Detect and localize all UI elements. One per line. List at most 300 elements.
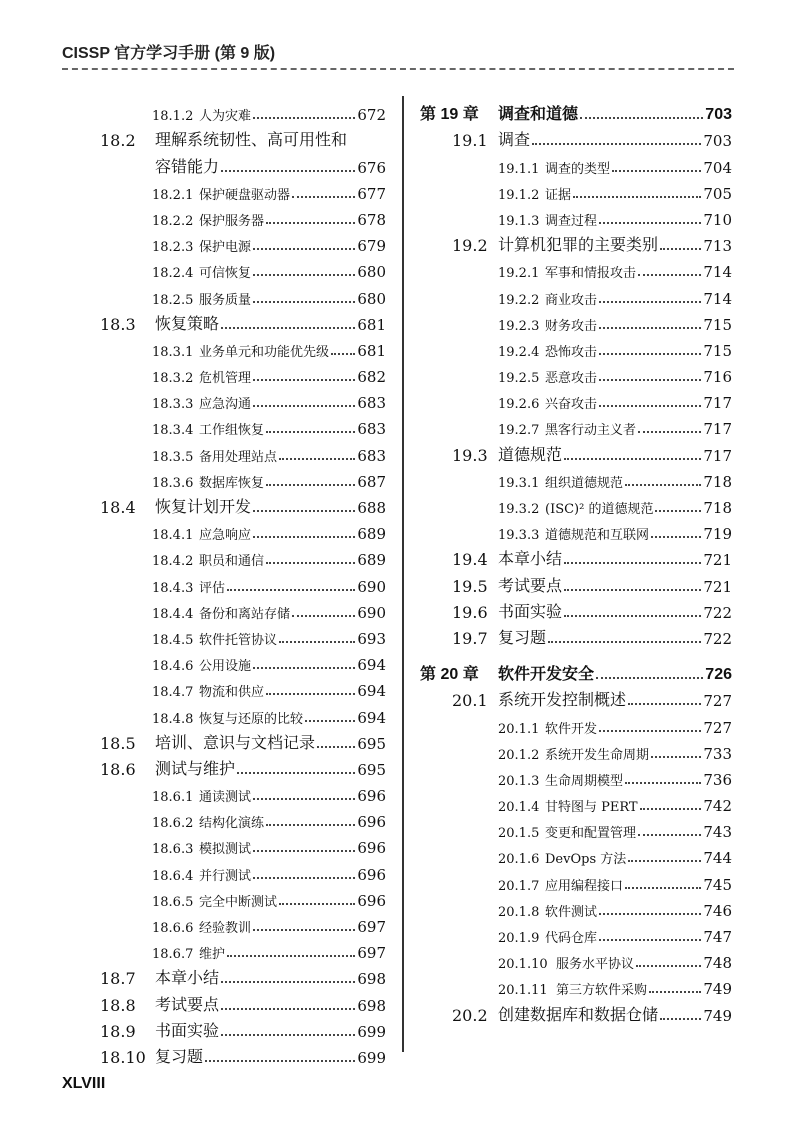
toc-entry-number: 20.1.11 xyxy=(498,983,548,999)
toc-entry-number: 19.1 xyxy=(452,131,488,151)
dot-leader xyxy=(599,327,701,329)
toc-entry-page: 722 xyxy=(703,603,732,622)
dot-leader xyxy=(279,458,355,460)
toc-entry-number: 第 19 章 xyxy=(420,106,479,124)
toc-entry-page: 703 xyxy=(705,106,732,124)
toc-entry-number: 20.1.8 xyxy=(498,904,540,920)
toc-entry-number: 20.1.3 xyxy=(498,773,540,789)
toc-entry-page: 696 xyxy=(357,891,386,910)
toc-entry-title: 通读测试 xyxy=(199,790,252,806)
toc-chapter-entry[interactable] xyxy=(420,658,732,684)
toc-right-column xyxy=(420,98,732,1025)
toc-subsection-entry[interactable] xyxy=(100,857,386,883)
toc-entry-page: 696 xyxy=(357,813,386,832)
toc-entry-page: 749 xyxy=(703,1006,732,1025)
toc-entry-number: 18.4.7 xyxy=(152,685,194,701)
dot-leader xyxy=(564,458,701,460)
toc-entry-number: 18.2.3 xyxy=(152,240,194,256)
toc-entry-page: 688 xyxy=(357,499,386,517)
toc-entry-title: 书面实验 xyxy=(498,601,563,621)
toc-entry-number: 第 20 章 xyxy=(420,666,479,684)
toc-entry-number: 18.1.2 xyxy=(152,109,194,125)
toc-entry-number: 18.6.3 xyxy=(152,842,194,858)
toc-entry-page: 699 xyxy=(357,1048,386,1067)
toc-subsection-entry[interactable] xyxy=(100,936,386,962)
toc-entry-title: 经验教训 xyxy=(199,921,252,936)
toc-subsection-entry[interactable] xyxy=(420,920,732,946)
toc-entry-title: 系统开发生命周期 xyxy=(545,747,650,763)
toc-chapter-entry[interactable] xyxy=(420,98,732,124)
dot-leader xyxy=(253,536,355,538)
toc-subsection-entry[interactable] xyxy=(100,98,386,124)
toc-subsection-entry[interactable] xyxy=(100,177,386,203)
dot-leader xyxy=(660,1018,701,1020)
toc-subsection-entry[interactable] xyxy=(100,831,386,857)
dot-leader xyxy=(292,615,355,617)
toc-entry-title: 数据库恢复 xyxy=(199,475,265,491)
toc-entry-page: 714 xyxy=(703,289,732,308)
toc-entry-page: 697 xyxy=(357,944,386,963)
toc-entry-title: 复习题 xyxy=(155,1046,204,1066)
dot-leader xyxy=(651,756,701,758)
toc-entry-title: 并行测试 xyxy=(199,868,252,884)
toc-entry-number: 18.4.3 xyxy=(152,580,194,596)
toc-subsection-entry[interactable] xyxy=(420,789,732,815)
toc-subsection-entry[interactable] xyxy=(100,543,386,569)
toc-entry-title: 应急响应 xyxy=(199,528,252,544)
toc-subsection-entry[interactable] xyxy=(100,229,386,255)
toc-entry-page: 694 xyxy=(357,708,386,727)
toc-entry-title: 应用编程接口 xyxy=(545,878,624,894)
toc-subsection-entry[interactable] xyxy=(420,763,732,789)
toc-entry-number: 19.2.4 xyxy=(498,344,540,360)
toc-entry-title: 维护 xyxy=(199,947,226,963)
toc-section-entry[interactable] xyxy=(100,753,386,779)
toc-entry-number: 18.4.6 xyxy=(152,659,194,675)
toc-entry-title: 软件测试 xyxy=(545,904,598,920)
toc-entry-page: 680 xyxy=(357,263,386,282)
toc-subsection-entry[interactable] xyxy=(420,815,732,841)
toc-subsection-entry[interactable] xyxy=(420,386,732,412)
toc-subsection-entry[interactable] xyxy=(420,281,732,307)
dot-leader xyxy=(596,677,703,679)
dot-leader xyxy=(253,850,355,852)
toc-entry-page: 721 xyxy=(703,577,732,596)
toc-subsection-entry[interactable] xyxy=(100,569,386,595)
toc-entry-title: 书面实验 xyxy=(155,1020,220,1040)
toc-entry-title: 第三方软件采购 xyxy=(556,983,648,999)
toc-entry-page: 722 xyxy=(703,629,732,648)
toc-entry-title: 组织道德规范 xyxy=(545,475,624,491)
toc-section-entry[interactable] xyxy=(100,124,386,150)
toc-entry-page: 679 xyxy=(357,237,386,256)
toc-section-entry[interactable] xyxy=(100,491,386,517)
toc-entry-title: 恢复与还原的比较 xyxy=(199,711,304,727)
dot-leader xyxy=(253,274,355,276)
toc-subsection-entry[interactable] xyxy=(100,255,386,281)
dot-leader xyxy=(227,589,355,591)
toc-entry-number: 19.3.1 xyxy=(498,475,540,491)
column-divider xyxy=(402,96,404,1052)
dot-leader xyxy=(628,703,701,705)
toc-entry-page: 681 xyxy=(357,341,386,360)
toc-entry-title: 代码仓库 xyxy=(545,931,598,946)
toc-subsection-entry[interactable] xyxy=(100,648,386,674)
toc-entry-title: 道德规范和互联网 xyxy=(545,528,650,544)
toc-subsection-entry[interactable] xyxy=(420,412,732,438)
toc-entry-title: 考试要点 xyxy=(155,994,220,1014)
toc-entry-number: 18.3 xyxy=(100,314,136,334)
dot-leader xyxy=(564,562,701,564)
toc-entry-title: 恐怖攻击 xyxy=(545,344,598,360)
toc-entry-title: 调查过程 xyxy=(545,213,598,229)
toc-section-entry[interactable] xyxy=(100,727,386,753)
toc-entry-page: 698 xyxy=(357,970,386,989)
toc-entry-title: 模拟测试 xyxy=(199,842,252,858)
toc-entry-title: 系统开发控制概述 xyxy=(498,690,627,710)
toc-entry-number: 18.3.4 xyxy=(152,423,194,439)
toc-entry-number: 18.3.1 xyxy=(152,344,194,360)
toc-entry-page: 696 xyxy=(357,865,386,884)
toc-entry-number: 19.7 xyxy=(452,628,488,648)
toc-entry-page: 719 xyxy=(703,525,732,544)
dot-leader xyxy=(599,379,701,381)
toc-subsection-entry[interactable] xyxy=(100,386,386,412)
toc-subsection-entry[interactable] xyxy=(420,946,732,972)
toc-entry-title: 评估 xyxy=(199,580,226,596)
toc-entry-page: 698 xyxy=(357,996,386,1015)
toc-entry-page: 721 xyxy=(703,551,732,570)
toc-subsection-entry[interactable] xyxy=(420,841,732,867)
toc-entry-number: 18.6.2 xyxy=(152,816,194,832)
toc-entry-number: 18.4.4 xyxy=(152,606,194,622)
toc-entry-page: 689 xyxy=(357,551,386,570)
dot-leader xyxy=(253,929,355,931)
toc-entry-number: 18.2.4 xyxy=(152,266,194,282)
dot-leader xyxy=(237,772,355,774)
toc-subsection-entry[interactable] xyxy=(100,674,386,700)
dot-leader xyxy=(221,327,355,329)
toc-section-entry[interactable] xyxy=(420,438,732,464)
toc-entry-page: 683 xyxy=(357,446,386,465)
toc-entry-page: 695 xyxy=(357,734,386,753)
toc-entry-title: 复习题 xyxy=(498,627,547,647)
toc-subsection-entry[interactable] xyxy=(420,710,732,736)
toc-entry-page: 717 xyxy=(703,420,732,439)
toc-entry-number: 20.1.5 xyxy=(498,826,540,842)
toc-entry-page: 736 xyxy=(703,770,732,789)
toc-subsection-entry[interactable] xyxy=(420,203,732,229)
toc-subsection-entry[interactable] xyxy=(100,805,386,831)
toc-entry-title: 道德规范 xyxy=(498,444,563,464)
dot-leader xyxy=(649,991,701,993)
dot-leader xyxy=(279,641,355,643)
toc-entry-page: 733 xyxy=(703,744,732,763)
toc-entry-number: 20.1.6 xyxy=(498,852,540,868)
toc-entry-number: 18.6 xyxy=(100,759,136,779)
toc-subsection-entry[interactable] xyxy=(420,737,732,763)
toc-entry-title: 工作组恢复 xyxy=(199,423,265,439)
toc-entry-number: 18.7 xyxy=(100,969,136,989)
dot-leader xyxy=(625,484,701,486)
toc-section-entry[interactable] xyxy=(420,229,732,255)
toc-entry-title: 软件开发 xyxy=(545,721,598,737)
toc-entry-page: 695 xyxy=(357,760,386,779)
dot-leader xyxy=(651,536,701,538)
dot-leader xyxy=(548,641,701,643)
toc-section-entry[interactable] xyxy=(100,308,386,334)
toc-subsection-entry[interactable] xyxy=(420,334,732,360)
dot-leader xyxy=(317,746,355,748)
dot-leader xyxy=(625,782,701,784)
dot-leader xyxy=(636,965,701,967)
toc-subsection-entry[interactable] xyxy=(420,150,732,176)
toc-entry-page: 747 xyxy=(703,928,732,946)
dot-leader xyxy=(655,510,701,512)
toc-entry-title: 调查的类型 xyxy=(545,161,611,177)
dot-leader xyxy=(253,510,355,512)
toc-entry-number: 18.5 xyxy=(100,733,136,753)
toc-entry-page: 683 xyxy=(357,420,386,439)
dot-leader xyxy=(573,196,701,198)
toc-entry-page: 727 xyxy=(703,718,732,737)
toc-entry-title: 职员和通信 xyxy=(199,554,265,570)
toc-entry-page: 713 xyxy=(703,237,732,256)
dot-leader xyxy=(253,117,355,119)
toc-subsection-entry[interactable] xyxy=(420,308,732,334)
toc-subsection-entry[interactable] xyxy=(100,700,386,726)
toc-section-entry[interactable] xyxy=(420,569,732,595)
toc-entry-number: 18.4.8 xyxy=(152,711,194,727)
toc-entry-page: 676 xyxy=(357,158,386,177)
toc-entry-page: 743 xyxy=(703,823,732,842)
toc-entry-title: 调查 xyxy=(498,130,531,150)
toc-entry-title: 软件开发安全 xyxy=(498,666,595,684)
header-rule xyxy=(62,68,734,70)
dot-leader xyxy=(660,248,701,250)
toc-entry-number: 18.2.2 xyxy=(152,213,194,229)
chapter-gap xyxy=(420,648,732,658)
dot-leader xyxy=(221,1008,355,1010)
toc-entry-page: 710 xyxy=(703,210,732,229)
toc-section-entry[interactable] xyxy=(420,684,732,710)
toc-entry-page: 714 xyxy=(703,263,732,282)
dot-leader xyxy=(599,353,701,355)
toc-entry-number: 20.1.2 xyxy=(498,747,540,763)
toc-entry-page: 705 xyxy=(703,184,732,203)
toc-subsection-entry[interactable] xyxy=(100,412,386,438)
dot-leader xyxy=(253,379,355,381)
toc-entry-page: 716 xyxy=(703,368,732,387)
dot-leader xyxy=(628,860,701,862)
toc-entry-title: 保护服务器 xyxy=(199,213,265,229)
toc-entry-number: 18.4.5 xyxy=(152,632,194,648)
toc-entry-number: 18.4.1 xyxy=(152,528,194,544)
toc-entry-page: 699 xyxy=(357,1022,386,1041)
toc-subsection-entry[interactable] xyxy=(420,972,732,998)
toc-subsection-entry[interactable] xyxy=(100,596,386,622)
toc-section-entry[interactable] xyxy=(100,962,386,988)
toc-entry-page: 718 xyxy=(703,499,732,517)
toc-entry-title: 变更和配置管理 xyxy=(545,826,637,842)
toc-entry-title: 结构化演练 xyxy=(199,816,265,832)
toc-entry-number: 20.2 xyxy=(452,1005,488,1025)
page-number: XLVIII xyxy=(62,1075,106,1092)
toc-entry-number: 19.5 xyxy=(452,576,488,596)
toc-entry-number: 19.2.1 xyxy=(498,266,540,282)
toc-section-entry[interactable] xyxy=(420,124,732,150)
toc-section-entry[interactable] xyxy=(420,543,732,569)
toc-entry-page: 717 xyxy=(703,446,732,465)
dot-leader xyxy=(599,405,701,407)
toc-entry-title: 本章小结 xyxy=(498,549,563,569)
toc-section-entry[interactable] xyxy=(420,998,732,1024)
toc-section-entry[interactable] xyxy=(100,988,386,1014)
toc-subsection-entry[interactable] xyxy=(420,177,732,203)
toc-subsection-entry[interactable] xyxy=(420,491,732,517)
dot-leader xyxy=(253,405,355,407)
toc-entry-title: 商业攻击 xyxy=(545,292,598,308)
toc-entry-title: 恢复计划开发 xyxy=(155,497,252,516)
toc-entry-number: 19.1.2 xyxy=(498,187,540,203)
toc-entry-title: 黑客行动主义者 xyxy=(545,423,637,439)
toc-subsection-entry[interactable] xyxy=(420,360,732,386)
toc-entry-title: 测试与维护 xyxy=(155,758,236,778)
toc-entry-page: 745 xyxy=(703,875,732,894)
toc-entry-page: 690 xyxy=(357,603,386,622)
toc-entry-title: 调查和道德 xyxy=(498,106,579,124)
dot-leader xyxy=(580,117,703,119)
dot-leader xyxy=(612,170,701,172)
toc-section-entry[interactable] xyxy=(100,150,386,176)
toc-entry-page: 748 xyxy=(703,954,732,973)
toc-section-entry[interactable] xyxy=(420,622,732,648)
dot-leader xyxy=(305,720,355,722)
toc-entry-title: 计算机犯罪的主要类别 xyxy=(498,235,659,255)
dot-leader xyxy=(266,562,355,564)
dot-leader xyxy=(253,301,355,303)
toc-section-entry[interactable] xyxy=(420,596,732,622)
dot-leader xyxy=(564,615,701,617)
toc-entry-number: 20.1.9 xyxy=(498,931,540,946)
toc-entry-number: 20.1 xyxy=(452,691,488,711)
toc-entry-title: DevOps 方法 xyxy=(545,852,627,868)
toc-entry-page: 744 xyxy=(703,849,732,868)
toc-entry-number: 18.6.7 xyxy=(152,947,194,963)
toc-subsection-entry[interactable] xyxy=(100,334,386,360)
toc-subsection-entry[interactable] xyxy=(100,438,386,464)
dot-leader xyxy=(599,301,701,303)
toc-entry-title: 军事和情报攻击 xyxy=(545,266,637,282)
toc-subsection-entry[interactable] xyxy=(420,465,732,491)
toc-subsection-entry[interactable] xyxy=(100,281,386,307)
dot-leader xyxy=(253,877,355,879)
toc-entry-number: 18.3.3 xyxy=(152,397,194,413)
toc-entry-number: 19.2.6 xyxy=(498,397,540,413)
toc-entry-page: 715 xyxy=(703,341,732,360)
toc-entry-page: 680 xyxy=(357,289,386,308)
dot-leader xyxy=(640,808,702,810)
toc-entry-title: 备用处理站点 xyxy=(199,449,278,465)
toc-entry-number: 18.3.6 xyxy=(152,475,194,491)
toc-section-entry[interactable] xyxy=(100,1041,386,1067)
toc-entry-number: 18.4 xyxy=(100,498,136,517)
toc-entry-page: 690 xyxy=(357,577,386,596)
toc-subsection-entry[interactable] xyxy=(100,910,386,936)
dot-leader xyxy=(638,834,701,836)
toc-entry-title: 可信恢复 xyxy=(199,266,252,282)
dot-leader xyxy=(253,667,355,669)
toc-entry-title: 证据 xyxy=(545,187,572,203)
toc-left-column xyxy=(100,98,386,1067)
toc-subsection-entry[interactable] xyxy=(100,622,386,648)
toc-entry-number: 18.4.2 xyxy=(152,554,194,570)
toc-entry-title: 应急沟通 xyxy=(199,397,252,413)
toc-entry-page: 696 xyxy=(357,839,386,858)
toc-entry-title: 物流和供应 xyxy=(199,685,265,701)
toc-entry-number: 19.1.1 xyxy=(498,161,540,177)
toc-section-entry[interactable] xyxy=(100,1015,386,1041)
toc-entry-page: 693 xyxy=(357,629,386,648)
toc-entry-number: 19.3.2 xyxy=(498,502,540,517)
toc-subsection-entry[interactable] xyxy=(420,867,732,893)
toc-entry-number: 18.3.2 xyxy=(152,371,194,387)
toc-entry-number: 19.2.5 xyxy=(498,371,540,387)
dot-leader xyxy=(625,887,701,889)
toc-subsection-entry[interactable] xyxy=(100,203,386,229)
toc-entry-number: 19.2.7 xyxy=(498,423,540,439)
toc-entry-page: 696 xyxy=(357,787,386,806)
toc-entry-page: 746 xyxy=(703,901,732,920)
toc-subsection-entry[interactable] xyxy=(100,360,386,386)
dot-leader xyxy=(266,484,355,486)
dot-leader xyxy=(266,431,355,433)
dot-leader xyxy=(599,222,701,224)
dot-leader xyxy=(599,730,701,732)
toc-entry-number: 18.8 xyxy=(100,995,136,1015)
toc-entry-number: 20.1.1 xyxy=(498,721,540,737)
toc-subsection-entry[interactable] xyxy=(100,465,386,491)
toc-subsection-entry[interactable] xyxy=(100,884,386,910)
toc-subsection-entry[interactable] xyxy=(420,255,732,281)
dot-leader xyxy=(638,274,701,276)
toc-entry-number: 18.2.5 xyxy=(152,292,194,308)
dot-leader xyxy=(599,913,701,915)
toc-subsection-entry[interactable] xyxy=(100,517,386,543)
toc-entry-title: 人为灾难 xyxy=(199,109,252,125)
toc-entry-page: 726 xyxy=(705,666,732,684)
toc-entry-title: 考试要点 xyxy=(498,575,563,595)
toc-entry-page: 689 xyxy=(357,525,386,544)
toc-entry-title: 业务单元和功能优先级 xyxy=(199,344,330,360)
dot-leader xyxy=(331,353,355,355)
dot-leader xyxy=(292,196,355,198)
toc-entry-title: 容错能力 xyxy=(155,156,220,176)
toc-entry-page: 683 xyxy=(357,394,386,413)
toc-subsection-entry[interactable] xyxy=(420,517,732,543)
toc-subsection-entry[interactable] xyxy=(420,894,732,920)
toc-entry-page: 718 xyxy=(703,472,732,491)
dot-leader xyxy=(266,693,355,695)
toc-entry-number: 19.2 xyxy=(452,236,488,256)
toc-entry-page: 727 xyxy=(703,692,732,711)
dot-leader xyxy=(266,222,355,224)
toc-entry-title: 培训、意识与文档记录 xyxy=(155,732,316,752)
toc-entry-title: 危机管理 xyxy=(199,371,252,387)
toc-subsection-entry[interactable] xyxy=(100,779,386,805)
toc-entry-title: 保护硬盘驱动器 xyxy=(199,187,291,203)
dot-leader xyxy=(205,1060,355,1062)
